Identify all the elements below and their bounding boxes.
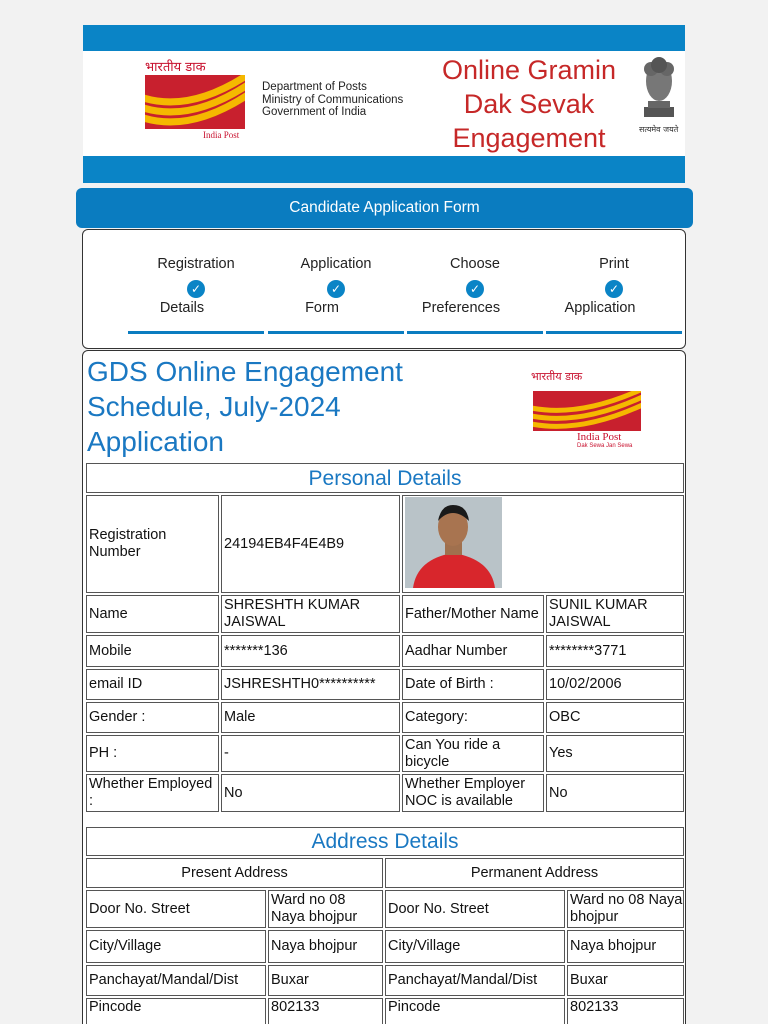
step-registration-details[interactable] bbox=[128, 230, 264, 350]
candidate-photo bbox=[405, 497, 502, 588]
step-underline bbox=[268, 331, 404, 334]
dob-label: Date of Birth : bbox=[402, 669, 544, 700]
registration-number-value: 24194EB4F4E4B9 bbox=[221, 495, 400, 593]
parent-name-value: SUNIL KUMAR JAISWAL bbox=[546, 595, 684, 633]
personal-details-heading: Personal Details bbox=[86, 463, 684, 493]
banner-top-band bbox=[83, 25, 685, 51]
present-street-value: Ward no 08 Naya bhojpur bbox=[268, 890, 383, 928]
present-district-label: Panchayat/Mandal/Dist bbox=[86, 965, 266, 996]
category-value: OBC bbox=[546, 702, 684, 733]
step-underline bbox=[407, 331, 543, 334]
email-label: email ID bbox=[86, 669, 219, 700]
present-district-value: Buxar bbox=[268, 965, 383, 996]
permanent-city-label: City/Village bbox=[385, 930, 565, 963]
dept-line: Department of Posts bbox=[262, 81, 367, 93]
present-city-value: Naya bhojpur bbox=[268, 930, 383, 963]
step-choose-preferences[interactable] bbox=[407, 230, 543, 350]
check-icon: ✓ bbox=[605, 280, 623, 298]
application-title-line: Application bbox=[87, 426, 224, 457]
step-label: Print bbox=[599, 256, 629, 272]
step-label: Application bbox=[300, 256, 372, 272]
step-label: Preferences bbox=[421, 300, 501, 316]
permanent-city-value: Naya bhojpur bbox=[567, 930, 684, 963]
dept-line: Ministry of Communications bbox=[262, 93, 404, 106]
candidate-form-bar: Candidate Application Form bbox=[76, 188, 693, 228]
name-label: Name bbox=[86, 595, 219, 633]
header-banner bbox=[83, 25, 685, 183]
permanent-street-label: Door No. Street bbox=[385, 890, 565, 928]
application-card bbox=[82, 350, 686, 1024]
parent-name-label: Father/Mother Name bbox=[402, 595, 544, 633]
present-address-heading: Present Address bbox=[86, 858, 383, 888]
ph-label: PH : bbox=[86, 735, 219, 772]
permanent-pincode-value: 802133 bbox=[567, 998, 684, 1024]
permanent-street-value: Ward no 08 Naya bhojpur bbox=[567, 890, 684, 928]
mobile-label: Mobile bbox=[86, 635, 219, 667]
step-label: Registration bbox=[157, 256, 235, 272]
employed-value: No bbox=[221, 774, 400, 812]
gender-label: Gender : bbox=[86, 702, 219, 733]
present-street-label: Door No. Street bbox=[86, 890, 266, 928]
application-title-line: GDS Online Engagement bbox=[87, 356, 403, 387]
permanent-pincode-label: Pincode bbox=[385, 998, 565, 1024]
application-title bbox=[87, 354, 467, 459]
portal-title-line: Online Gramin bbox=[441, 55, 617, 85]
mobile-value: *******136 bbox=[221, 635, 400, 667]
india-post-logo bbox=[123, 57, 253, 143]
step-underline bbox=[546, 331, 682, 334]
check-icon: ✓ bbox=[466, 280, 484, 298]
portal-title-line: Engagement bbox=[452, 123, 606, 153]
step-print-application[interactable] bbox=[546, 230, 682, 350]
address-details-heading: Address Details bbox=[86, 827, 684, 856]
aadhar-value: ********3771 bbox=[546, 635, 684, 667]
employed-label: Whether Employed : bbox=[86, 774, 219, 812]
registration-number-label: Registration Number bbox=[86, 495, 219, 593]
portal-title bbox=[429, 53, 629, 155]
employer-noc-value: No bbox=[546, 774, 684, 812]
check-icon: ✓ bbox=[327, 280, 345, 298]
present-pincode-value: 802133 bbox=[268, 998, 383, 1024]
logo-red-box bbox=[145, 75, 245, 129]
logo-hindi-text: भारतीय डाक bbox=[531, 370, 583, 383]
permanent-address-heading: Permanent Address bbox=[385, 858, 684, 888]
step-label: Form bbox=[305, 300, 339, 316]
india-post-logo bbox=[507, 369, 683, 449]
name-value: SHRESHTH KUMAR JAISWAL bbox=[221, 595, 400, 633]
step-label: Details bbox=[159, 300, 205, 316]
dept-line: Government of India bbox=[262, 106, 367, 118]
present-pincode-label: Pincode bbox=[86, 998, 266, 1024]
logo-english-text: India Post bbox=[577, 431, 622, 443]
gender-value: Male bbox=[221, 702, 400, 733]
permanent-district-label: Panchayat/Mandal/Dist bbox=[385, 965, 565, 996]
aadhar-label: Aadhar Number bbox=[402, 635, 544, 667]
bicycle-label: Can You ride a bicycle bbox=[402, 735, 544, 772]
employer-noc-label: Whether Employer NOC is available bbox=[402, 774, 544, 812]
category-label: Category: bbox=[402, 702, 544, 733]
logo-english-text: India Post bbox=[203, 130, 240, 140]
application-title-line: Schedule, July-2024 bbox=[87, 391, 341, 422]
logo-hindi-text: भारतीय डाक bbox=[145, 60, 206, 75]
logo-red-box bbox=[533, 391, 641, 431]
email-value: JSHRESHTH0********** bbox=[221, 669, 400, 700]
progress-steps bbox=[82, 229, 686, 349]
permanent-district-value: Buxar bbox=[567, 965, 684, 996]
department-text bbox=[262, 81, 403, 119]
check-icon: ✓ bbox=[187, 280, 205, 298]
logo-subtitle: Dak Sewa Jan Sewa bbox=[577, 443, 633, 449]
banner-bottom-band bbox=[83, 156, 685, 183]
step-label: Choose bbox=[450, 256, 500, 272]
dob-value: 10/02/2006 bbox=[546, 669, 684, 700]
portal-title-line: Dak Sevak bbox=[463, 89, 595, 119]
step-underline bbox=[128, 331, 264, 334]
emblem-motto: सत्यमेव जयते bbox=[639, 125, 679, 134]
present-city-label: City/Village bbox=[86, 930, 266, 963]
bicycle-value: Yes bbox=[546, 735, 684, 772]
step-application-form[interactable] bbox=[268, 230, 404, 350]
ph-value: - bbox=[221, 735, 400, 772]
step-label: Application bbox=[564, 300, 636, 316]
